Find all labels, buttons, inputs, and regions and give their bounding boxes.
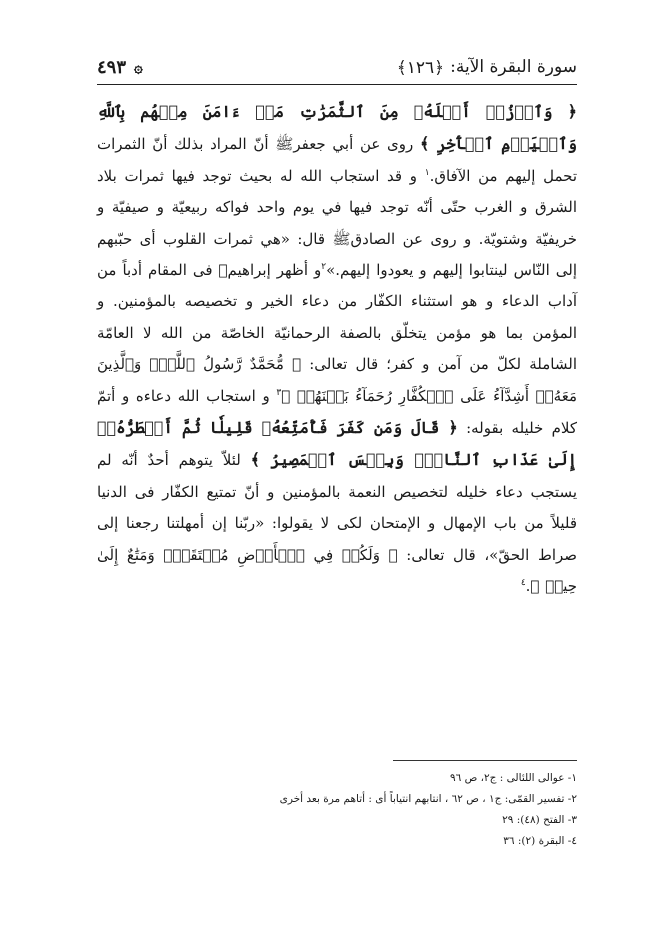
surah-label: سورة البقرة الآية:	[450, 57, 577, 77]
paragraph-text: و أظهر إبراهيمﷺ فى المقام أدباً من آداب الدعاء و هو استثناء الكفّار من دعاء الخير و تخصيصه بالمؤمنين. و المؤمن بما هو مؤمن يتخلّق بالصفة الرحمانيّة الخاصّة من الله لا العامّة الشاملة لكلّ من آمن و كفر؛ قال تعالى:	[97, 261, 577, 374]
quran-quote: ﴿ مُّحَمَّدٌ رَّسُولُ ٱللَّهِۚ وَٱلَّذِينَ مَعَهُۥٓ أَشِدَّآءُ عَلَى ٱلۡكُفَّارِ رُحَمَآءُ بَيۡنَهُمۡ ﴾	[97, 355, 577, 405]
paragraph-text: لئلاّ يتوهم أحدٌ أنّه لم يستجب دعاء خليله لتخصيص النعمة بالمؤمنين و أنّ تمتيع الكفّار فى الدنيا قليلاً من باب الإمهال و الإمتحان لكى لا يقولوا: «ربّنا إن أمهلتنا رجعنا إلى صراط الحقّ»، قال تعالى:	[97, 451, 578, 564]
footnote: ٣- الفتح (٤٨): ٢٩	[502, 814, 577, 826]
header-rule	[97, 84, 577, 85]
footnotes	[97, 768, 577, 852]
ornament-icon: ۞	[134, 58, 143, 76]
footnote-ref: ٤	[520, 578, 526, 589]
page-number: ٤٩٣	[97, 56, 127, 78]
paragraph-text: و قد استجاب الله له بحيث توجد فيها ثمرات بلاد الشرق و الغرب حتّى أنّه توجد فيها في يوم واحد فواكه ربيعيّة و صيفيّة و خريفيّة وشتويّة. و روى عن الصادقﷺ قال: «هي ثمرات القلوب أى حبّبهم إلى النّاس لينتابوا إليهم و يعودوا إليهم.»	[97, 166, 577, 280]
footnote: ٤- البقرة (٢): ٣٦	[503, 835, 577, 847]
paragraph-text: و استجاب الله دعاءه و أتمّ كلام خليله بقوله:	[97, 386, 577, 438]
footnote-ref: ٢	[321, 262, 327, 273]
page-header	[97, 52, 577, 82]
quran-quote: ﴿ وَلَكُمۡ فِي ٱلۡأَرۡضِ مُسۡتَقَرّٞ وَمَتَٰعٌ إِلَىٰ حِينٖ ﴾.	[97, 545, 577, 596]
footnote: ١- عوالى اللئالى : ج٢، ص ٩٦	[449, 772, 577, 784]
footnote-ref: ١	[424, 167, 430, 178]
footnote: ٢- تفسير القمّى: ج١ ، ص ٦٢ ، انتابهم انتياباً أى : أتاهم مرة بعد أخرى	[279, 793, 577, 805]
quran-quote: ﴿ قَالَ وَمَن كَفَرَ فَأُمَتِّعُهُۥ قَلِيلٗا ثُمَّ أَضۡطَرُّهُۥٓ إِلَىٰ عَذَابِ ٱلنَّارِۖ وَبِئۡسَ ٱلۡمَصِيرُ ﴾	[97, 418, 578, 470]
quran-quote: ﴿ وَٱرۡزُقۡ أَهۡلَهُۥ مِنَ ٱلثَّمَرَٰتِ مَنۡ ءَامَنَ مِنۡهُم بِٱللَّهِ وَٱلۡيَوۡمِ ٱلۡأٓخِرِ ﴾	[97, 102, 577, 154]
footnote-rule	[393, 760, 577, 761]
page-number-block	[97, 57, 143, 78]
footnote-ref: ٣	[276, 387, 282, 398]
verse-reference: ﴿١٢٦﴾	[396, 57, 445, 78]
paragraph-text: روى عن أبي جعفرﷺ أنّ المراد بذلك أنّ الثمرات تحمل إليهم من الآفاق.	[97, 135, 577, 185]
main-text	[97, 96, 577, 603]
running-head	[397, 57, 577, 78]
